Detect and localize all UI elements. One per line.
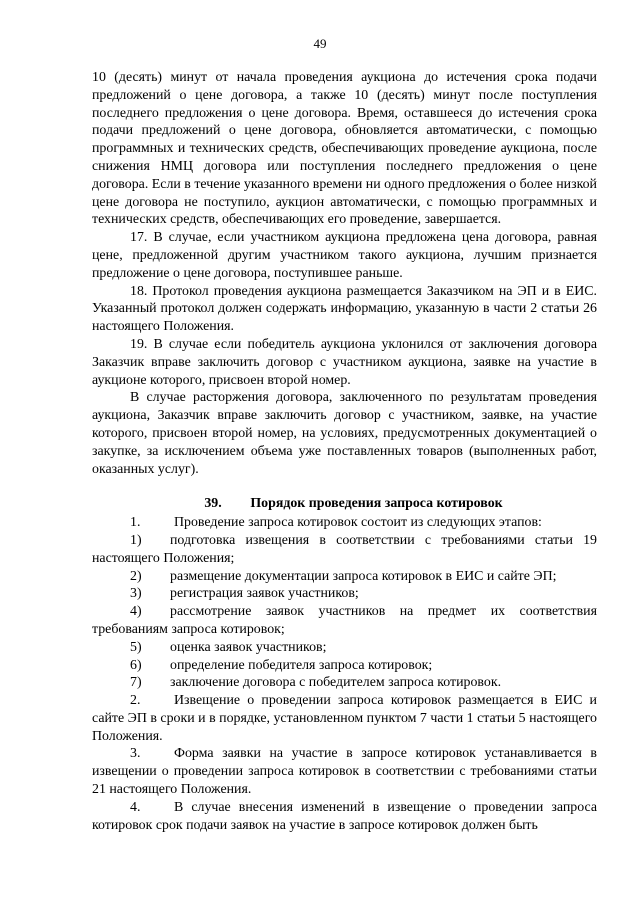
paragraph: 18. Протокол проведения аукциона размещается Заказчиком на ЭП и в ЕИС. Указанный протокол должен содержать информацию, указанную в части 2 статьи 26 настоящего Положения. <box>92 283 597 335</box>
list-marker: 4) <box>130 604 142 620</box>
document-body <box>92 69 597 834</box>
list-text: размещение документации запроса котировок в ЕИС и сайте ЭП; <box>170 568 557 584</box>
list-text: В случае внесения изменений в извещение о проведении запроса котировок срок подачи заявок на участие в запросе котировок должен быть <box>92 799 597 833</box>
list-marker: 3. <box>130 746 141 762</box>
list-text: заключение договора с победителем запроса котировок. <box>170 675 502 691</box>
list-text: Проведение запроса котировок состоит из следующих этапов: <box>174 515 542 531</box>
list-text: Форма заявки на участие в запросе котировок устанавливается в извещении о проведении запроса котировок в соответствии с требованиями статьи 21 настоящего Положения. <box>92 746 597 798</box>
list-item <box>92 692 597 745</box>
list-marker: 2. <box>130 693 141 709</box>
list-marker: 5) <box>130 639 142 655</box>
list-marker: 1. <box>130 515 141 531</box>
paragraph: 17. В случае, если участником аукциона предложена цена договора, равная цене, предложенной другим участником такого аукциона, лучшим признается предложение о цене договора, поступившее раньше. <box>92 230 597 281</box>
list-item <box>92 532 597 568</box>
list-marker: 7) <box>130 675 142 691</box>
section-title: Порядок проведения запроса котировок <box>250 496 503 512</box>
list-item <box>92 585 597 603</box>
list-text: определение победителя запроса котировок; <box>170 657 433 673</box>
list-item <box>92 568 597 586</box>
paragraph: 10 (десять) минут от начала проведения аукциона до истечения срока подачи предложений о цене договора, а также 10 (десять) минут после поступления последнего предложения о цене договора. Время, оставшееся до истечения срока подачи предложений о цене договора, обновляется автоматически, с помощью программных и технических средств, обеспечивающих проведение аукциона, после снижения НМЦ договора или поступления последнего предложения о цене договора. Если в течение указанного времени ни одного предложения о более низкой цене договора не поступило, аукцион автоматически, с помощью программных и технических средств, обеспечивающих его проведение, завершается. <box>92 70 597 228</box>
list-item <box>92 639 597 657</box>
list-marker: 2) <box>130 568 142 584</box>
list-marker: 1) <box>130 532 142 548</box>
list-item <box>92 799 597 835</box>
list-text: Извещение о проведении запроса котировок размещается в ЕИС и сайте ЭП в сроки и в порядке, установленном пунктом 7 части 1 статьи 5 настоящего Положения. <box>92 693 597 744</box>
paragraph: 19. В случае если победитель аукциона уклонился от заключения договора Заказчик вправе заключить договор с участником аукциона, заявке на участие в аукционе которого, присвоен второй номер. <box>92 336 597 388</box>
page-number: 49 <box>313 36 327 51</box>
list-text: регистрация заявок участников; <box>170 586 359 602</box>
list-item <box>92 603 597 639</box>
section-number: 39. <box>204 496 222 512</box>
list-item <box>92 745 597 798</box>
list-text: оценка заявок участников; <box>170 639 327 655</box>
paragraph: В случае расторжения договора, заключенного по результатам проведения аукциона, Заказчик вправе заключить договор с участником, заявке, на участие которого, присвоен второй номер, на условиях, предусмотренных документацией о закупке, за исключением объема уже поставленных товаров (выполненных работ, оказанных услуг). <box>92 390 597 477</box>
list-text: рассмотрение заявок участников на предмет их соответствия требованиям запроса котировок; <box>92 604 597 637</box>
list-marker: 4. <box>130 799 141 815</box>
list-marker: 6) <box>130 657 142 673</box>
list-item <box>92 674 597 692</box>
list-text: подготовка извещения в соответствии с требованиями статьи 19 настоящего Положения; <box>92 532 597 566</box>
list-marker: 3) <box>130 586 142 602</box>
list-item <box>92 657 597 675</box>
section-heading <box>92 495 597 513</box>
list-item <box>92 514 597 532</box>
